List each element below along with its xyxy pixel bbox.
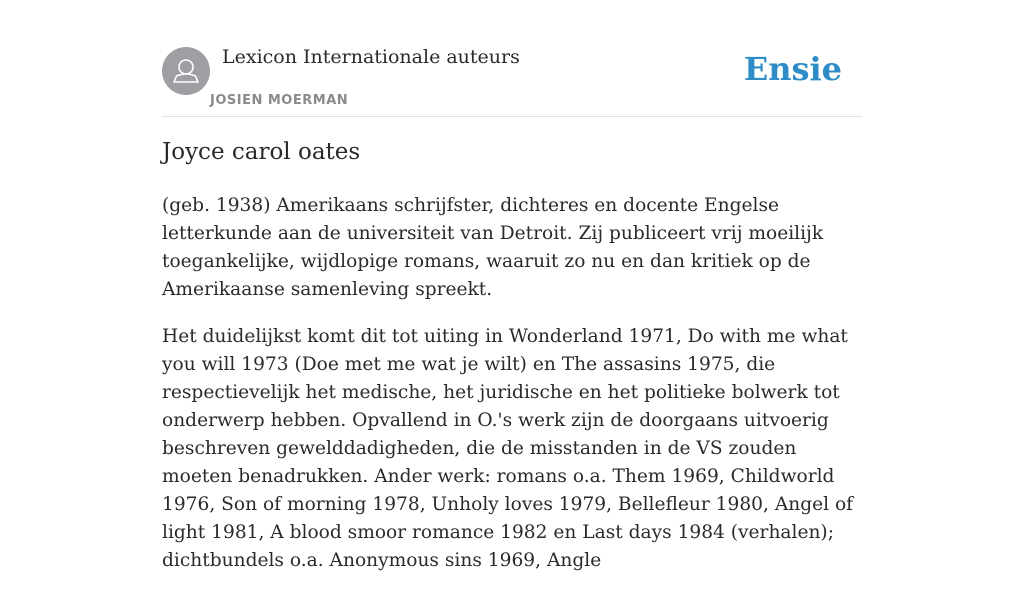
article-title: Joyce carol oates	[162, 139, 361, 165]
brand-logo[interactable]: Ensie	[743, 50, 842, 88]
user-avatar-icon[interactable]	[162, 47, 210, 95]
article-header	[162, 46, 862, 117]
article-body	[162, 192, 872, 594]
article-paragraph: Het duidelijkst komt dit tot uiting in Wonderland 1971, Do with me what you will 1973 (Doe met me wat je wilt) en The assasins 1975, die respectievelijk het medische, het juridische en het politieke bolwerk tot onderwerp hebben. Opvallend in O.'s werk zijn de doorgaans uitvoerig beschreven gewelddadigheden, die de misstanden in de VS zouden moeten benadrukken. Ander werk: romans o.a. Them 1969, Childworld 1976, Son of morning 1978, Unholy loves 1979, Bellefleur 1980, Angel of light 1981, A blood smoor romance 1982 en Last days 1984 (verhalen); dichtbundels o.a. Anonymous sins 1969, Angle	[162, 326, 854, 571]
author-name-link[interactable]: JOSIEN MOERMAN	[210, 93, 349, 108]
article-paragraph: (geb. 1938) Amerikaans schrijfster, dichteres en docente Engelse letterkunde aan de universiteit van Detroit. Zij publiceert vrij moeilijk toegankelijke, wijdlopige romans, waaruit zo nu en dan kritiek op de Amerikaanse samenleving spreekt.	[162, 195, 824, 300]
lexicon-title-link[interactable]: Lexicon Internationale auteurs	[222, 46, 520, 68]
user-silhouette	[162, 47, 210, 95]
